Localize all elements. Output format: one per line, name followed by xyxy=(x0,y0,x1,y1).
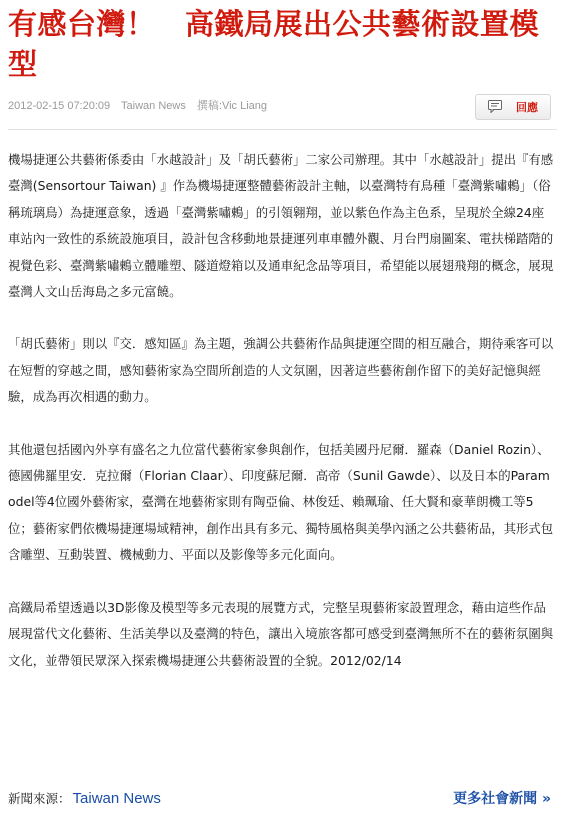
more-social-news-link[interactable]: 更多社會新聞 » xyxy=(453,791,551,807)
article-footer xyxy=(8,786,551,810)
article-meta xyxy=(8,97,275,117)
news-source-label: 新聞來源： xyxy=(8,791,71,806)
article-paragraph: 其他還包括國內外享有盛名之九位當代藝術家參與創作，包括美國丹尼爾．羅森（Daniel Rozin）、德國佛羅里安．克拉爾（Florian Claar）、印度蘇尼爾．高帝（Sunil Gawde）、以及日本的Paramodel等4位國外藝術家，臺灣在地藝術家則有陶亞倫、林俊廷、賴珮瑜、任大賢和豪華朗機工等5位；藝術家們依機場捷運場域精神，創作出具有多元、獨特風格與美學內涵之公共藝術品，其形式包含雕塑、互動裝置、機械動力、平面以及影像等多元化面向。 xyxy=(8,441,554,563)
article-body xyxy=(8,147,554,700)
reply-label: 回應 xyxy=(516,101,538,114)
article-paragraph: 「胡氏藝術」則以『交．感知區』為主題，強調公共藝術作品與捷運空間的相互融合，期待乘客可以在短暫的穿越之間，感知藝術家為空間所創造的人文氛圍，因著這些藝術創作留下的美好記憶與經驗，成為再次相遇的動力。 xyxy=(8,336,554,405)
comment-icon xyxy=(488,98,502,117)
article-author: 撰稿:Vic Liang xyxy=(196,100,267,112)
article-paragraph: 高鐵局希望透過以3D影像及模型等多元表現的展覽方式，完整呈現藝術家設置理念，藉由這些作品展現當代文化藝術、生活美學以及臺灣的特色，讓出入境旅客都可感受到臺灣無所不在的藝術氛圍與文化，並帶領民眾深入探索機場捷運公共藝術設置的全貌。2012/02/14 xyxy=(8,599,554,668)
article-timestamp: 2012-02-15 07:20:09 xyxy=(8,100,111,112)
news-source xyxy=(8,789,161,807)
reply-button[interactable] xyxy=(475,94,551,120)
header-divider xyxy=(8,129,557,130)
article-paragraph: 機場捷運公共藝術係委由「水越設計」及「胡氏藝術」二家公司辦理。其中「水越設計」提出『有感臺灣(Sensortour Taiwan) 』作為機場捷運整體藝術設計主軸，以臺灣特有鳥種「臺灣紫嘯鶇」（俗稱琉璃鳥）為捷運意象，透過「臺灣紫嘯鶇」的引領翱翔，並以紫色作為主色系，呈現於全線24座車站內一致性的系統設施項目，設計包含移動地景捷運列車車體外觀、月台門扇圖案、電扶梯踏階的視覺色彩、臺灣紫嘯鶇立體雕塑、隧道燈箱以及通車紀念品等項目，希望能以展翅飛翔的概念，展現臺灣人文山岳海島之多元富饒。 xyxy=(8,152,554,300)
news-source-link[interactable]: Taiwan News xyxy=(72,790,161,807)
article-headline: 有感台灣！ 高鐵局展出公共藝術設置模型 xyxy=(8,7,540,81)
article-source: Taiwan News xyxy=(121,100,186,112)
